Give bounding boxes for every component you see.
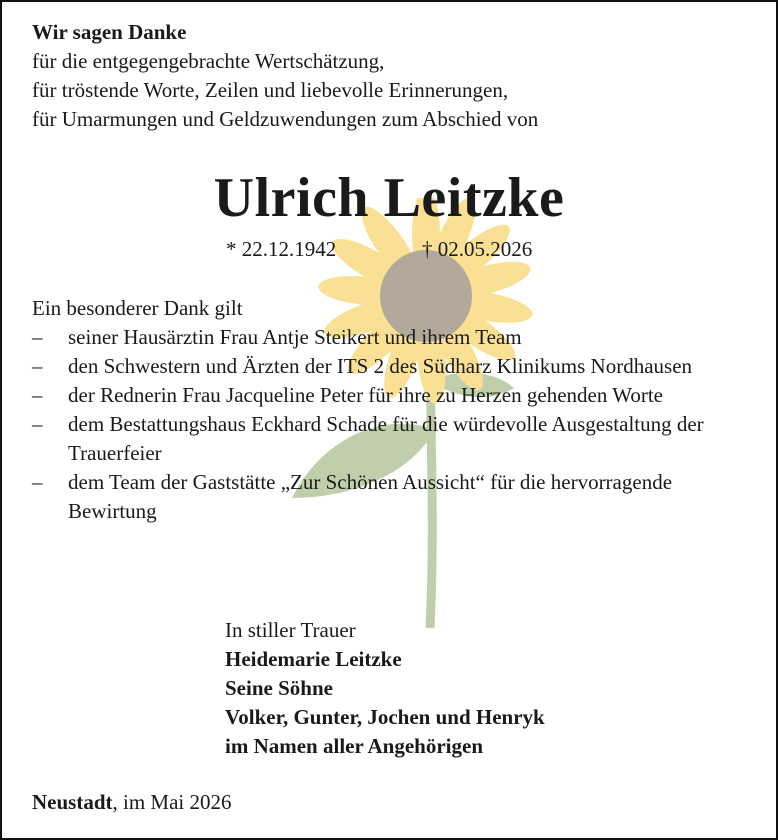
list-item	[32, 352, 752, 381]
deceased-name: Ulrich Leitzke	[213, 167, 565, 229]
list-item-text: dem Bestattungshaus Eckhard Schade für die würdevolle Ausgestaltung der Trauerfeier	[68, 412, 704, 465]
list-item	[32, 323, 752, 352]
place-date	[32, 788, 232, 817]
list-item-text: den Schwestern und Ärzten der ITS 2 des Südharz Klinikums Nordhausen	[68, 354, 693, 378]
list-item	[32, 381, 752, 410]
mourner-name: Seine Söhne	[225, 676, 333, 700]
place-date-text: , im Mai 2026	[112, 790, 232, 814]
thanks-list	[32, 323, 752, 526]
intro-heading: Wir sagen Danke	[32, 20, 187, 44]
list-item	[32, 468, 752, 526]
thanks-heading: Ein besonderer Dank gilt	[32, 296, 243, 320]
list-item-text: seiner Hausärztin Frau Antje Steikert und ihrem Team	[68, 325, 522, 349]
thanks-block	[32, 294, 752, 526]
mourning-intro: In stiller Trauer	[225, 618, 356, 642]
dash-marker: –	[32, 470, 43, 494]
dash-marker: –	[32, 354, 43, 378]
dash-marker: –	[32, 325, 43, 349]
list-item-text: der Rednerin Frau Jacqueline Peter für ihre zu Herzen gehenden Worte	[68, 383, 664, 407]
list-item	[32, 410, 752, 468]
mourning-block	[225, 616, 545, 761]
intro-line: für die entgegengebrachte Wertschätzung,	[32, 49, 385, 73]
intro-line: für tröstende Worte, Zeilen und liebevolle Erinnerungen,	[32, 78, 509, 102]
mourner-name: Volker, Gunter, Jochen und Henryk	[225, 705, 545, 729]
mourner-name: Heidemarie Leitzke	[225, 647, 402, 671]
dash-marker: –	[32, 412, 43, 436]
intro-line: für Umarmungen und Geldzuwendungen zum Abschied von	[32, 107, 539, 131]
birth-date: * 22.12.1942	[226, 237, 337, 261]
place-town: Neustadt	[32, 790, 113, 814]
intro-block	[32, 18, 538, 134]
dash-marker: –	[32, 383, 43, 407]
mourner-name: im Namen aller Angehörigen	[225, 734, 484, 758]
list-item-text: dem Team der Gaststätte „Zur Schönen Aussicht“ für die hervorragende Bewirtung	[68, 470, 673, 523]
death-date: † 02.05.2026	[422, 237, 533, 261]
